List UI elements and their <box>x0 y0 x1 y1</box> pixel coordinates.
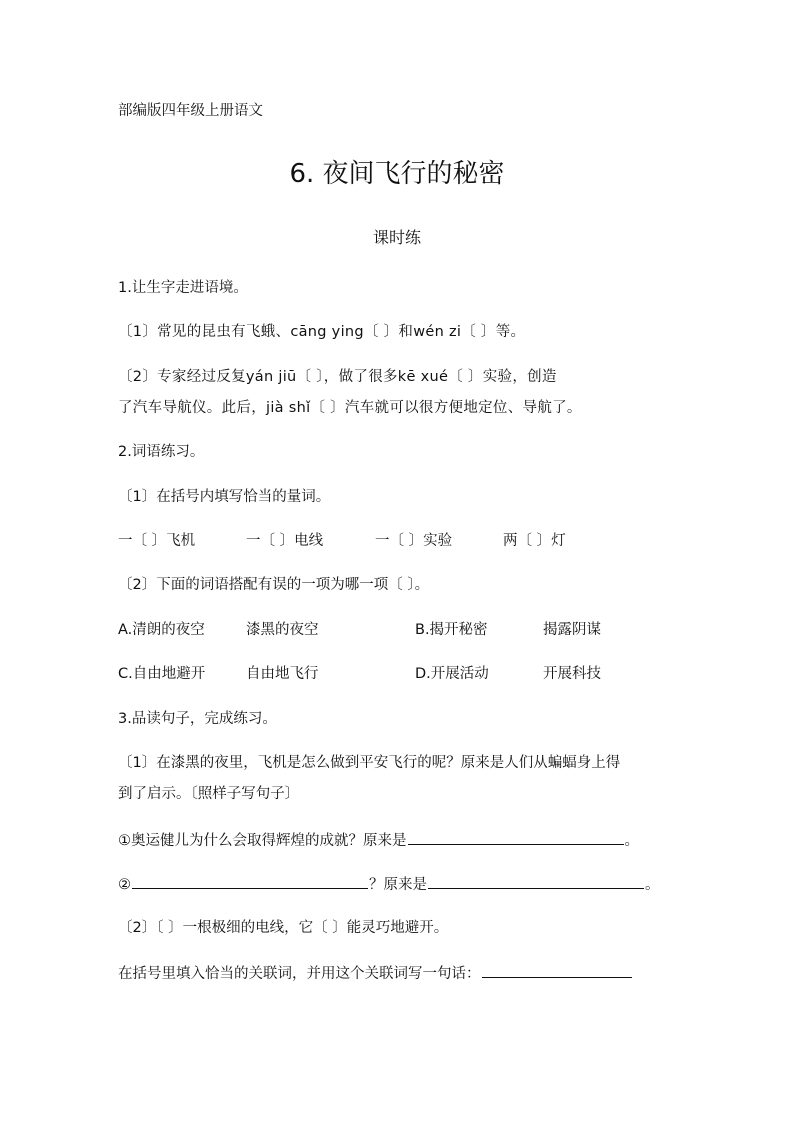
option-d-2: 开展科技 <box>543 666 601 682</box>
option-a-2: 漆黑的夜空 <box>246 622 319 638</box>
page-header: 部编版四年级上册语文 <box>118 103 263 119</box>
option-b-1: B.揭开秘密 <box>415 622 488 638</box>
answer-blank-2[interactable] <box>132 873 368 889</box>
measure-word-3: 一〔 〕实验 <box>375 533 453 549</box>
measure-word-4: 两〔 〕灯 <box>503 533 566 549</box>
q1-item-2-line-2: 了汽车导航仪。此后，jià shǐ〔 〕汽车就可以很方便地定位、导航了。 <box>118 400 582 416</box>
answer-blank-1[interactable] <box>408 829 624 845</box>
example-2-end: 。 <box>645 877 660 893</box>
q3-example-2 <box>118 873 660 895</box>
example-2-mid: ？原来是 <box>369 877 427 893</box>
option-a-1: A.清朗的夜空 <box>118 622 205 638</box>
measure-word-2: 一〔 〕电线 <box>246 533 324 549</box>
q3-example-1 <box>118 829 639 851</box>
answer-blank-4[interactable] <box>482 962 632 978</box>
q3-sub-2: 〔2〕〔 〕一根极细的电线，它〔 〕能灵巧地避开。 <box>118 920 449 936</box>
q1-item-2-line-1: 〔2〕专家经过反复yán jiū〔 〕，做了很多kē xué〔 〕实验，创造 <box>118 369 557 385</box>
lesson-title: 6. 夜间飞行的秘密 <box>289 159 505 189</box>
q1-heading: 1.让生字走进语境。 <box>118 280 248 296</box>
option-c-1: C.自由地避开 <box>118 666 206 682</box>
q2-heading: 2.词语练习。 <box>118 444 205 460</box>
option-b-2: 揭露阴谋 <box>543 622 601 638</box>
example-2-prefix: ② <box>118 877 131 893</box>
option-c-2: 自由地飞行 <box>246 666 319 682</box>
q3-heading: 3.品读句子，完成练习。 <box>118 711 277 727</box>
task-text: 在括号里填入恰当的关联词，并用这个关联词写一句话： <box>118 966 481 982</box>
answer-blank-3[interactable] <box>428 873 644 889</box>
example-1-end: 。 <box>624 833 639 849</box>
option-d-1: D.开展活动 <box>415 666 489 682</box>
q3-sub-1-line-2: 到了启示。〔照样子写句子〕 <box>118 786 300 802</box>
q1-item-1: 〔1〕常见的昆虫有飞蛾、cāng ying〔 〕和wén zi〔 〕等。 <box>118 324 526 340</box>
q2-sub-2: 〔2〕下面的词语搭配有误的一项为哪一项〔 〕。 <box>118 577 430 593</box>
q3-sub-1-line-1: 〔1〕在漆黑的夜里，飞机是怎么做到平安飞行的呢？原来是人们从蝙蝠身上得 <box>118 755 621 771</box>
example-1-prefix: ①奥运健儿为什么会取得辉煌的成就？原来是 <box>118 833 407 849</box>
q3-sub-2-task <box>118 962 633 984</box>
measure-word-1: 一〔 〕飞机 <box>118 533 196 549</box>
lesson-subtitle: 课时练 <box>372 228 421 247</box>
q2-sub-1: 〔1〕在括号内填写恰当的量词。 <box>118 489 331 505</box>
